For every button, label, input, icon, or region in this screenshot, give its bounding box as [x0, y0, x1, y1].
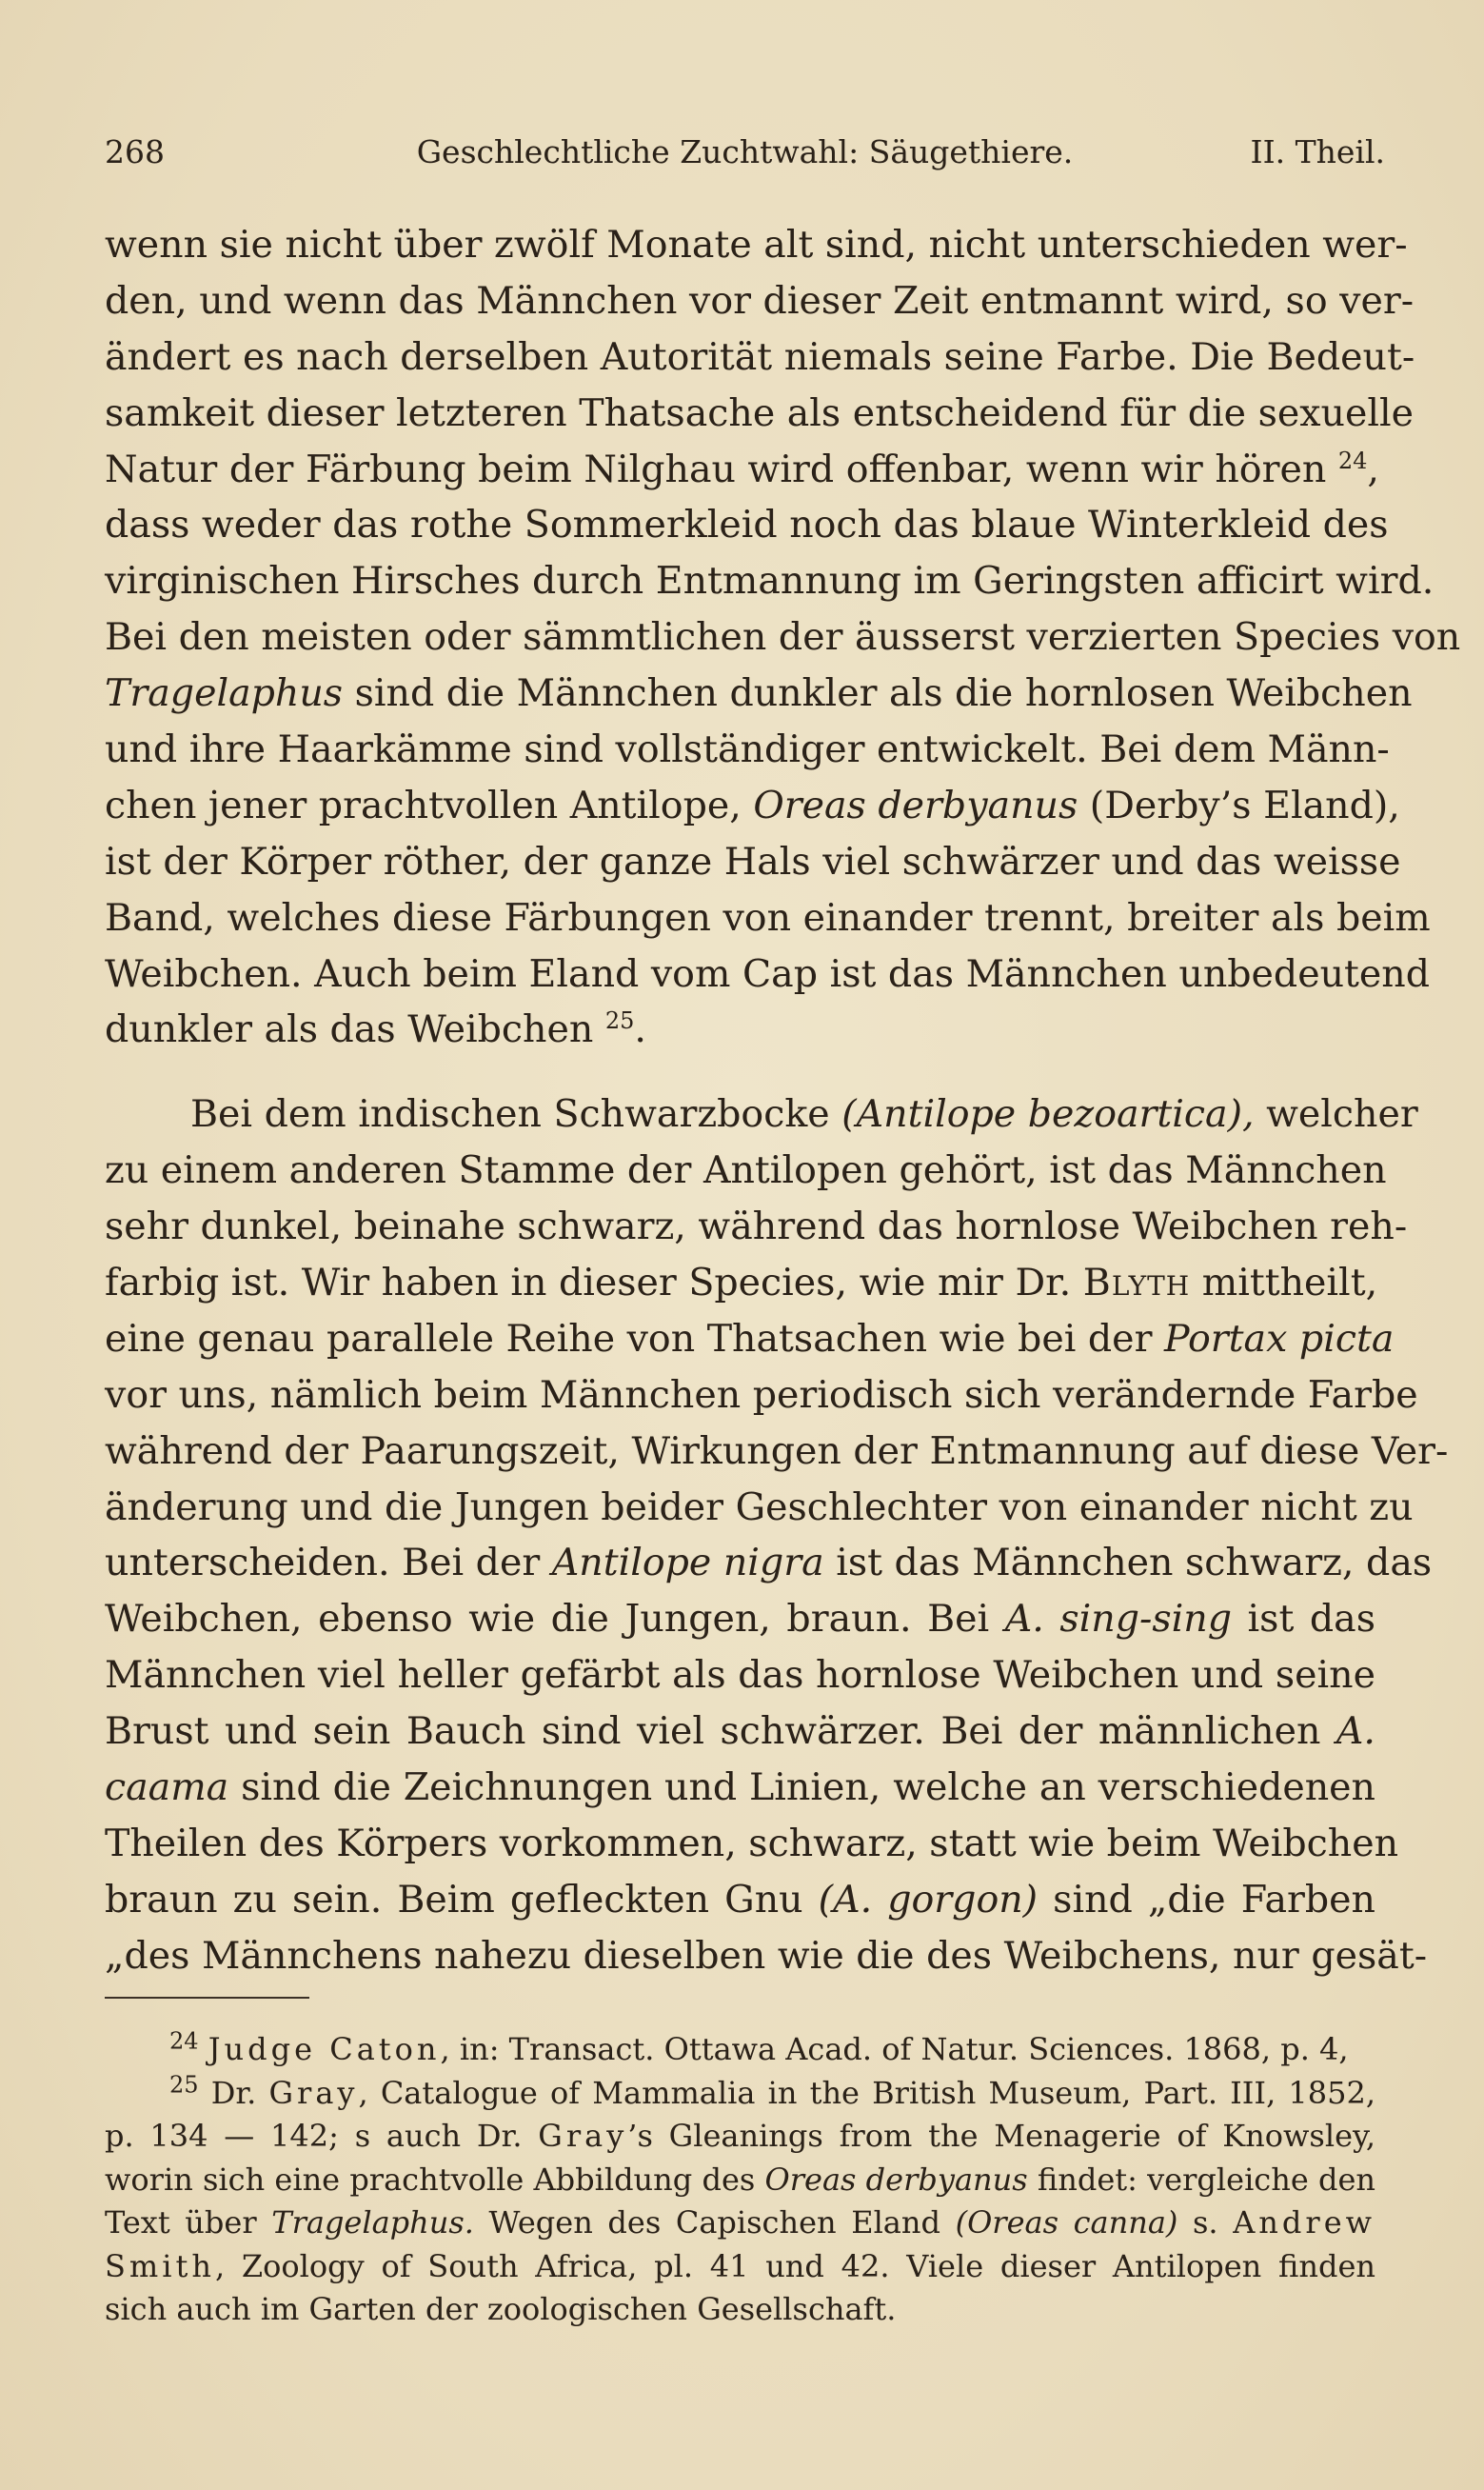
text-line: Männchen viel heller gefärbt als das hornlose Weibchen und seine	[105, 1653, 1375, 1698]
text-line: Weibchen. Auch beim Eland vom Cap ist das Männchen unbedeutend	[105, 951, 1430, 996]
running-title: Geschlechtliche Zuchtwahl: Säugethiere.	[416, 133, 1074, 170]
species-name: A.	[1336, 1709, 1375, 1754]
person-name: Blyth	[1082, 1261, 1191, 1305]
text-line: dunkler als das Weibchen $^{25}$.	[105, 1007, 646, 1052]
author-name: Gray	[268, 2074, 359, 2111]
species-name: Oreas derbyanus	[753, 783, 1078, 827]
page-number: 268	[105, 133, 165, 170]
text-line: sehr dunkel, beinahe schwarz, während das hornlose Weibchen reh-	[105, 1205, 1408, 1249]
text-line: den, und wenn das Männchen vor dieser Zeit entmannt wird, so ver-	[105, 278, 1415, 323]
footnote-24: $^{24}$ Judge Caton, in: Transact. Ottawa Acad. of Natur. Sciences. 1868, p. 4,	[169, 2027, 1349, 2067]
text-line: farbig ist. Wir haben in dieser Species, wie mir Dr. Blyth mittheilt,	[105, 1261, 1378, 1305]
text-line: wenn sie nicht über zwölf Monate alt sind, nicht unterschieden wer-	[105, 223, 1408, 267]
text-line: und ihre Haarkämme sind vollständiger entwickelt. Bei dem Männ-	[105, 727, 1390, 772]
part-label: II. Theil.	[1250, 133, 1385, 170]
text-line: eine genau parallele Reihe von Thatsachen wie bei der Portax picta	[105, 1316, 1395, 1361]
text-line: Bei dem indischen Schwarzbocke (Antilope bezoartica), welcher	[190, 1092, 1418, 1137]
text-line: samkeit dieser letzteren Thatsache als entscheidend für die sexuelle	[105, 390, 1414, 435]
author-name: Andrew	[1233, 2204, 1376, 2241]
text-line: virginischen Hirsches durch Entmannung im Geringsten afficirt wird.	[105, 559, 1435, 604]
species-name: Oreas derbyanus	[764, 2161, 1028, 2198]
species-name: Tragelaphus.	[271, 2204, 474, 2241]
text-line: Brust und sein Bauch sind viel schwärzer. Bei der männlichen A.	[105, 1709, 1375, 1754]
text-line: ändert es nach derselben Autorität niemals seine Farbe. Die Bedeut-	[105, 334, 1415, 379]
author-name: Judge Caton	[208, 2031, 441, 2067]
text-line: Weibchen, ebenso wie die Jungen, braun. Bei A. sing-sing ist das	[105, 1597, 1375, 1642]
text-line: änderung und die Jungen beider Geschlechter von einander nicht zu	[105, 1484, 1414, 1529]
text-line: ist der Körper röther, der ganze Hals viel schwärzer und das weisse	[105, 839, 1401, 884]
text-line: Band, welches diese Färbungen von einander trennt, breiter als beim	[105, 895, 1431, 940]
text-line: unterscheiden. Bei der Antilope nigra ist das Männchen schwarz, das	[105, 1541, 1433, 1585]
text-line: während der Paarungszeit, Wirkungen der Entmannung auf diese Ver-	[105, 1428, 1449, 1473]
species-name: Antilope nigra	[551, 1541, 824, 1585]
text-line: Natur der Färbung beim Nilghau wird offenbar, wenn wir hören $^{24}$,	[105, 447, 1379, 491]
text-line: vor uns, nämlich beim Männchen periodisch sich verändernde Farbe	[105, 1372, 1418, 1417]
species-name: (Oreas canna)	[955, 2204, 1178, 2241]
species-name: (Antilope bezoartica),	[841, 1092, 1255, 1137]
footnote-mark: 25	[169, 2070, 199, 2098]
footnote-25: $^{25}$ Dr. Gray, Catalogue of Mammalia in the British Museum, Part. III, 1852,	[169, 2070, 1375, 2111]
footnotes	[105, 2028, 1375, 2332]
author-name: Smith	[105, 2247, 215, 2284]
footnote-line: sich auch im Garten der zoologischen Gesellschaft.	[105, 2291, 897, 2327]
footnote-ref: 25	[604, 1007, 635, 1035]
species-name: Tragelaphus	[105, 671, 344, 716]
text-line: caama sind die Zeichnungen und Linien, welche an verschiedenen	[105, 1765, 1375, 1810]
footnote-line: Smith, Zoology of South Africa, pl. 41 und 42. Viele dieser Antilopen finden	[105, 2247, 1375, 2284]
footnote-mark: 24	[169, 2027, 199, 2055]
author-name: Gray	[538, 2118, 628, 2154]
text-line: Theilen des Körpers vorkommen, schwarz, statt wie beim Weibchen	[105, 1821, 1399, 1865]
text-line: braun zu sein. Beim gefleckten Gnu (A. gorgon) sind „die Farben	[105, 1877, 1375, 1922]
species-name: caama	[105, 1765, 229, 1810]
text-line: Tragelaphus sind die Männchen dunkler als die hornlosen Weibchen	[105, 671, 1413, 716]
main-text	[105, 217, 1461, 1984]
page-header	[105, 133, 1385, 181]
footnote-line: Text über Tragelaphus. Wegen des Capischen Eland (Oreas canna) s. Andrew	[105, 2204, 1376, 2241]
species-name: Portax picta	[1164, 1316, 1395, 1361]
text-line: dass weder das rothe Sommerkleid noch das blaue Winterkleid des	[105, 503, 1389, 548]
footnote-divider	[105, 1997, 309, 1999]
footnote-line: p. 134 — 142; s auch Dr. Gray’s Gleanings from the Menagerie of Knowsley,	[105, 2118, 1376, 2154]
text-line: chen jener prachtvollen Antilope, Oreas derbyanus (Derby’s Eland),	[105, 783, 1400, 827]
text-line: „des Männchens nahezu dieselben wie die des Weibchens, nur gesät-	[105, 1933, 1428, 1978]
footnote-ref: 24	[1337, 447, 1368, 474]
footnote-line: worin sich eine prachtvolle Abbildung des Oreas derbyanus findet: vergleiche den	[105, 2161, 1375, 2198]
text-line: zu einem anderen Stamme der Antilopen gehört, ist das Männchen	[105, 1148, 1387, 1193]
species-name: A. sing-sing	[1004, 1597, 1232, 1642]
text-line: Bei den meisten oder sämmtlichen der äusserst verzierten Species von	[105, 615, 1461, 660]
species-name: (A. gorgon)	[818, 1877, 1039, 1922]
